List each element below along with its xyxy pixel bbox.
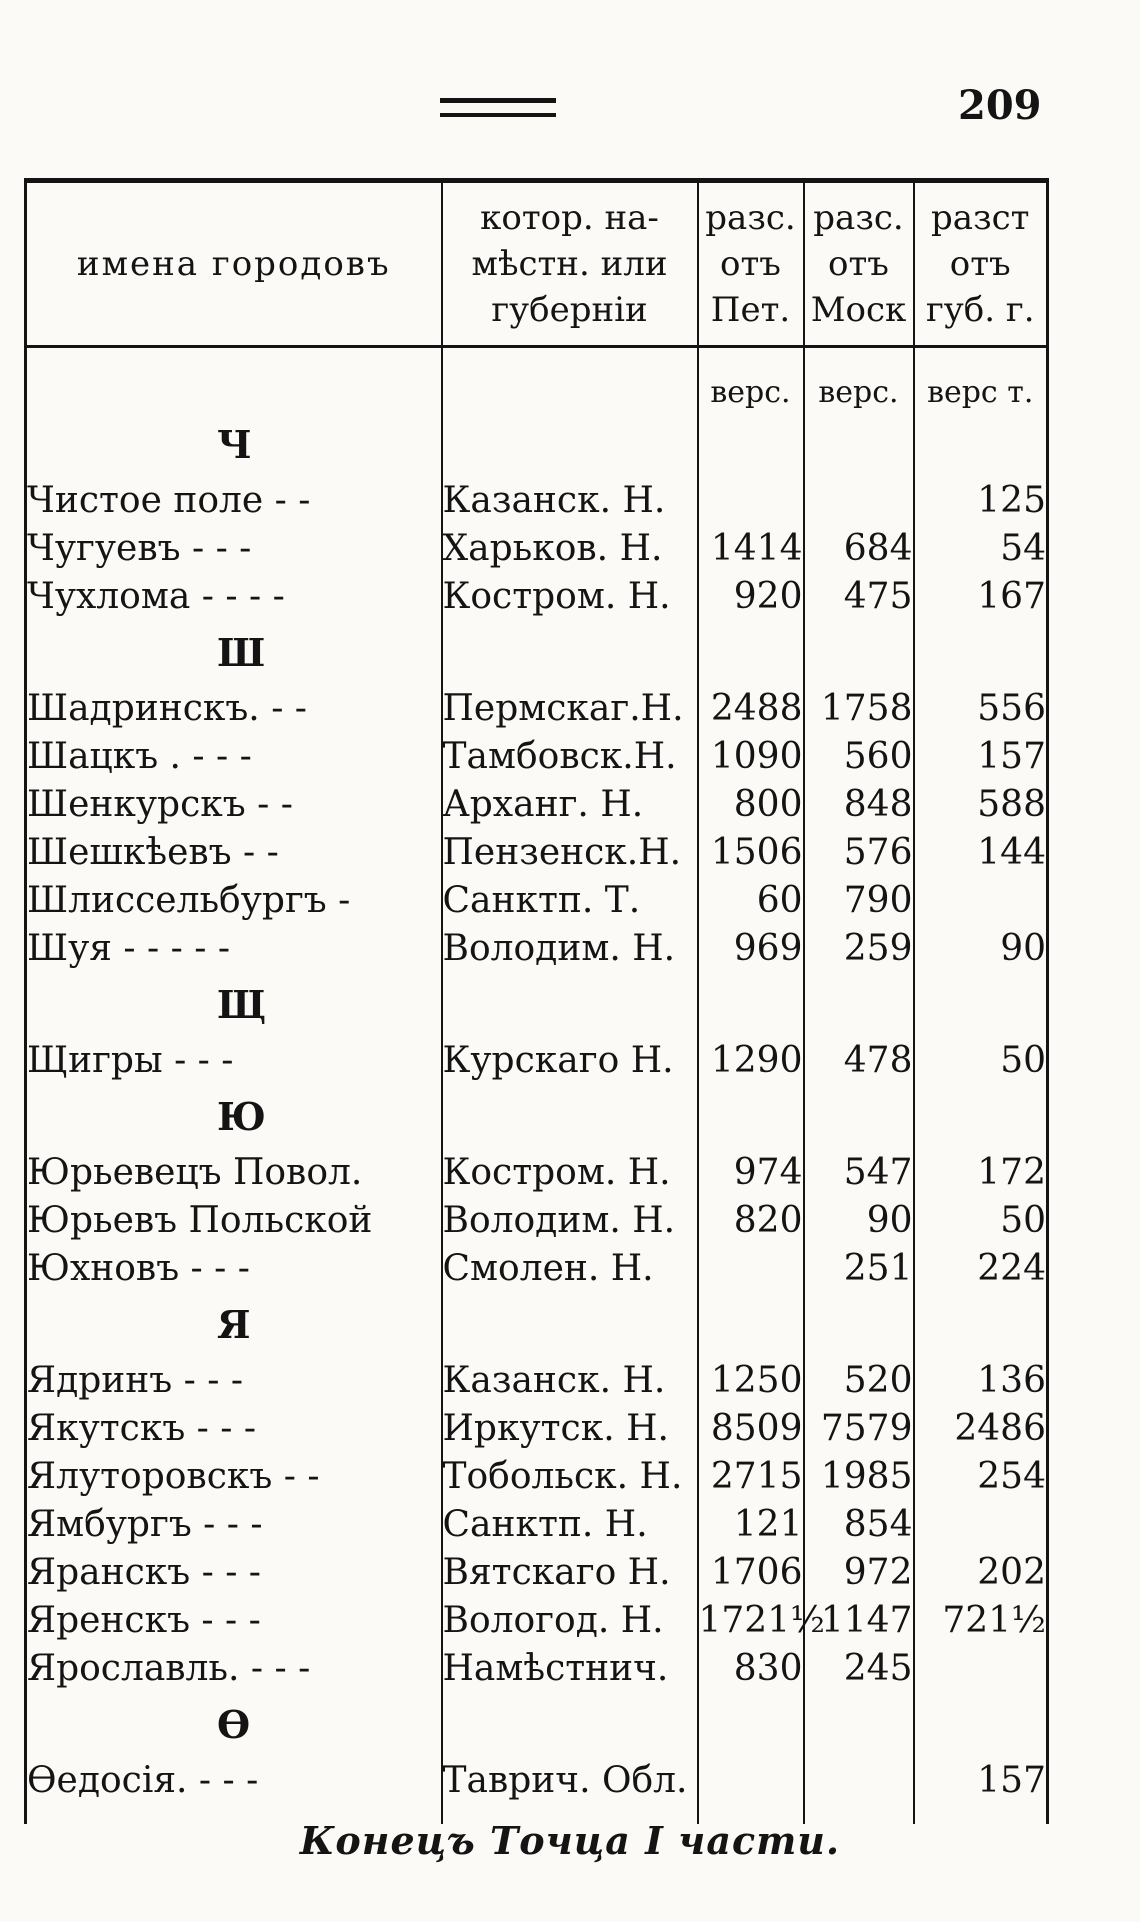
blank-cell — [914, 1292, 1048, 1356]
governorate: Санктп. Н. — [442, 1500, 698, 1548]
table-row — [26, 1244, 1048, 1292]
table-header-row — [26, 181, 1048, 347]
letter-heading-row — [26, 620, 1048, 684]
letter-heading: Ч — [26, 412, 442, 476]
town-name: Ѳедосія. - - - — [26, 1756, 442, 1804]
dist-gov-town: 254 — [914, 1452, 1048, 1500]
dist-gov-town: 157 — [914, 1756, 1048, 1804]
dist-petersburg: 974 — [698, 1148, 804, 1196]
governorate: Тобольск. Н. — [442, 1452, 698, 1500]
blank-cell — [914, 412, 1048, 476]
town-name: Ядринъ - - - — [26, 1356, 442, 1404]
letter-heading-row — [26, 1084, 1048, 1148]
units-blank-gov — [442, 347, 698, 413]
table-row — [26, 1756, 1048, 1804]
blank-cell — [914, 972, 1048, 1036]
governorate: Казанск. Н. — [442, 476, 698, 524]
table-row — [26, 1404, 1048, 1452]
page-number: 209 — [958, 82, 1042, 129]
dist-petersburg: 920 — [698, 572, 804, 620]
table-row — [26, 1596, 1048, 1644]
letter-heading: Я — [26, 1292, 442, 1356]
dist-petersburg — [698, 1756, 804, 1804]
units-mos: верс. — [804, 347, 914, 413]
dist-gov-town: 157 — [914, 732, 1048, 780]
blank-cell — [698, 1084, 804, 1148]
table-row — [26, 476, 1048, 524]
blank-cell — [804, 1084, 914, 1148]
dist-moscow: 576 — [804, 828, 914, 876]
dist-petersburg: 800 — [698, 780, 804, 828]
dist-moscow: 854 — [804, 1500, 914, 1548]
dist-petersburg — [698, 1244, 804, 1292]
dist-petersburg: 969 — [698, 924, 804, 972]
town-name: Юрьевецъ Повол. — [26, 1148, 442, 1196]
governorate: Харьков. Н. — [442, 524, 698, 572]
town-name: Щигры - - - — [26, 1036, 442, 1084]
dist-moscow: 520 — [804, 1356, 914, 1404]
dist-petersburg: 8509 — [698, 1404, 804, 1452]
governorate: Казанск. Н. — [442, 1356, 698, 1404]
dist-moscow: 547 — [804, 1148, 914, 1196]
letter-heading: Ю — [26, 1084, 442, 1148]
town-name: Юрьевъ Польской — [26, 1196, 442, 1244]
blank-cell — [442, 1692, 698, 1756]
dist-gov-town: 50 — [914, 1036, 1048, 1084]
governorate: Пензенск.Н. — [442, 828, 698, 876]
table-row — [26, 924, 1048, 972]
dist-gov-town: 167 — [914, 572, 1048, 620]
header-dist-moscow-text: разс. отъ Моск — [810, 198, 907, 330]
dist-moscow: 1147 — [804, 1596, 914, 1644]
blank-cell — [914, 1692, 1048, 1756]
dist-gov-town: 125 — [914, 476, 1048, 524]
dist-gov-town: 90 — [914, 924, 1048, 972]
town-name: Ямбургъ - - - — [26, 1500, 442, 1548]
blank-cell — [442, 412, 698, 476]
blank-cell — [914, 1084, 1048, 1148]
letter-heading-row — [26, 972, 1048, 1036]
table-row — [26, 524, 1048, 572]
blank-cell — [442, 1292, 698, 1356]
governorate: Вологод. Н. — [442, 1596, 698, 1644]
town-name: Шенкурскъ - - — [26, 780, 442, 828]
dist-moscow — [804, 1756, 914, 1804]
dist-moscow: 475 — [804, 572, 914, 620]
dist-gov-town: 202 — [914, 1548, 1048, 1596]
dist-gov-town: 224 — [914, 1244, 1048, 1292]
dist-gov-town: 556 — [914, 684, 1048, 732]
dist-moscow: 684 — [804, 524, 914, 572]
town-name: Юхновъ - - - — [26, 1244, 442, 1292]
dist-gov-town: 136 — [914, 1356, 1048, 1404]
dist-gov-town: 144 — [914, 828, 1048, 876]
table-row — [26, 1036, 1048, 1084]
header-dist-gov-town — [914, 181, 1048, 347]
units-gub: верс т. — [914, 347, 1048, 413]
dist-petersburg: 60 — [698, 876, 804, 924]
dist-gov-town: 172 — [914, 1148, 1048, 1196]
blank-cell — [698, 412, 804, 476]
dist-gov-town — [914, 1644, 1048, 1692]
governorate: Тамбовск.Н. — [442, 732, 698, 780]
dist-petersburg: 1290 — [698, 1036, 804, 1084]
town-name: Чистое поле - - — [26, 476, 442, 524]
blank-cell — [698, 1692, 804, 1756]
letter-heading: Ѳ — [26, 1692, 442, 1756]
blank-cell — [698, 620, 804, 684]
dist-petersburg: 121 — [698, 1500, 804, 1548]
dist-petersburg: 830 — [698, 1644, 804, 1692]
dist-gov-town: 721½ — [914, 1596, 1048, 1644]
dist-petersburg: 2715 — [698, 1452, 804, 1500]
governorate: Пермскаг.Н. — [442, 684, 698, 732]
town-name: Якутскъ - - - — [26, 1404, 442, 1452]
letter-heading: Ш — [26, 620, 442, 684]
table-row — [26, 1452, 1048, 1500]
dist-moscow: 251 — [804, 1244, 914, 1292]
blank-cell — [914, 620, 1048, 684]
dist-gov-town — [914, 1500, 1048, 1548]
towns-distance-table — [24, 178, 1049, 1824]
governorate: Санктп. Т. — [442, 876, 698, 924]
governorate: Арханг. Н. — [442, 780, 698, 828]
blank-cell — [804, 1692, 914, 1756]
dist-gov-town — [914, 876, 1048, 924]
town-name: Ярославль. - - - — [26, 1644, 442, 1692]
letter-heading-row — [26, 412, 1048, 476]
town-name: Яренскъ - - - — [26, 1596, 442, 1644]
dist-moscow: 560 — [804, 732, 914, 780]
town-name: Шадринскъ. - - — [26, 684, 442, 732]
town-name: Шацкъ . - - - — [26, 732, 442, 780]
governorate: Костром. Н. — [442, 1148, 698, 1196]
dist-moscow: 7579 — [804, 1404, 914, 1452]
header-governorate — [442, 181, 698, 347]
dist-moscow: 848 — [804, 780, 914, 828]
dist-petersburg: 1250 — [698, 1356, 804, 1404]
governorate: Вятскаго Н. — [442, 1548, 698, 1596]
header-governorate-text: котор. на- мѣстн. или губерніи — [471, 198, 668, 330]
table-row — [26, 1644, 1048, 1692]
dist-gov-town: 588 — [914, 780, 1048, 828]
blank-cell — [804, 412, 914, 476]
blank-cell — [804, 972, 914, 1036]
governorate: Володим. Н. — [442, 1196, 698, 1244]
header-dist-moscow — [804, 181, 914, 347]
dist-moscow: 972 — [804, 1548, 914, 1596]
dist-moscow: 1985 — [804, 1452, 914, 1500]
units-blank-name — [26, 347, 442, 413]
table-row — [26, 828, 1048, 876]
units-pet: верс. — [698, 347, 804, 413]
governorate: Намѣстнич. — [442, 1644, 698, 1692]
table-row — [26, 1196, 1048, 1244]
governorate: Курскаго Н. — [442, 1036, 698, 1084]
units-row — [26, 347, 1048, 413]
governorate: Костром. Н. — [442, 572, 698, 620]
dist-gov-town: 2486 — [914, 1404, 1048, 1452]
blank-cell — [442, 620, 698, 684]
blank-cell — [698, 1292, 804, 1356]
header-dist-gov-town-text: разст отъ губ. г. — [925, 198, 1035, 330]
blank-cell — [698, 972, 804, 1036]
dist-moscow: 259 — [804, 924, 914, 972]
dist-petersburg: 2488 — [698, 684, 804, 732]
table-row — [26, 684, 1048, 732]
dist-petersburg: 1506 — [698, 828, 804, 876]
town-name: Шуя - - - - - — [26, 924, 442, 972]
governorate: Иркутск. Н. — [442, 1404, 698, 1452]
header-town-names — [26, 181, 442, 347]
dist-moscow — [804, 476, 914, 524]
dist-moscow: 478 — [804, 1036, 914, 1084]
dist-petersburg: 1090 — [698, 732, 804, 780]
letter-heading-row — [26, 1292, 1048, 1356]
dist-moscow: 1758 — [804, 684, 914, 732]
table-row — [26, 572, 1048, 620]
header-dist-petersburg — [698, 181, 804, 347]
town-name: Шлиссельбургъ - — [26, 876, 442, 924]
dist-gov-town: 54 — [914, 524, 1048, 572]
table-row — [26, 780, 1048, 828]
dist-moscow: 245 — [804, 1644, 914, 1692]
table-row — [26, 1548, 1048, 1596]
dist-moscow: 90 — [804, 1196, 914, 1244]
dist-petersburg: 1706 — [698, 1548, 804, 1596]
blank-cell — [804, 1292, 914, 1356]
header-rule — [440, 98, 556, 117]
dist-petersburg — [698, 476, 804, 524]
table-body — [26, 347, 1048, 1825]
blank-cell — [442, 972, 698, 1036]
blank-cell — [442, 1084, 698, 1148]
blank-cell — [804, 620, 914, 684]
governorate: Таврич. Обл. — [442, 1756, 698, 1804]
table-row — [26, 1148, 1048, 1196]
header-town-names-text: имена городовъ — [76, 244, 391, 284]
dist-petersburg: 820 — [698, 1196, 804, 1244]
header-dist-petersburg-text: разс. отъ Пет. — [705, 198, 796, 330]
governorate: Володим. Н. — [442, 924, 698, 972]
table-row — [26, 1500, 1048, 1548]
table-row — [26, 876, 1048, 924]
dist-gov-town: 50 — [914, 1196, 1048, 1244]
town-name: Шешкѣевъ - - — [26, 828, 442, 876]
town-name: Чухлома - - - - — [26, 572, 442, 620]
dist-petersburg: 1721½ — [698, 1596, 804, 1644]
letter-heading: Щ — [26, 972, 442, 1036]
letter-heading-row — [26, 1692, 1048, 1756]
table-row — [26, 1356, 1048, 1404]
section-end-note: Конецъ Точца I части. — [299, 1818, 841, 1863]
governorate: Смолен. Н. — [442, 1244, 698, 1292]
town-name: Чугуевъ - - - — [26, 524, 442, 572]
town-name: Ялуторовскъ - - — [26, 1452, 442, 1500]
table-row — [26, 732, 1048, 780]
town-name: Яранскъ - - - — [26, 1548, 442, 1596]
dist-moscow: 790 — [804, 876, 914, 924]
dist-petersburg: 1414 — [698, 524, 804, 572]
